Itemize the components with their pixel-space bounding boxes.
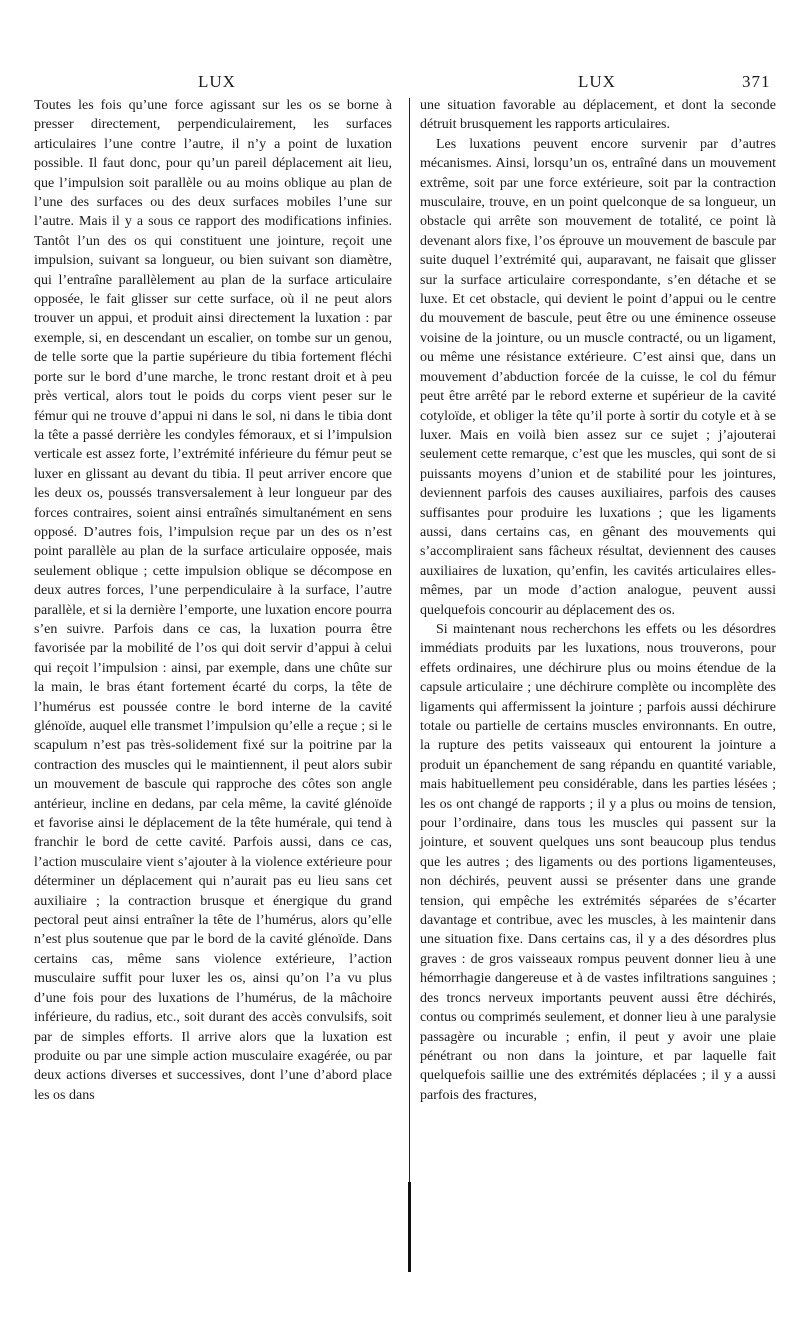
column-divider-bold bbox=[408, 1182, 411, 1272]
paragraph: une situation favorable au déplacement, et dont la seconde détruit brusquement les rapports articulaires. bbox=[420, 98, 776, 133]
left-column bbox=[34, 96, 392, 1105]
paragraph: Toutes les fois qu’une force agissant sur les os se borne à presser directement, perpendiculairement, les surfaces articulaires l’une contre l’autre, il n’y a point de luxation possible. Il faut donc, pour qu’un pareil déplacement ait lieu, que l’impulsion soit parallèle ou au moins oblique au plan de l’une des surfaces ou des deux surfaces mobiles l’une sur l’autre. Mais il y a sous ce rapport des modifications infinies. Tantôt l’un des os qui constituent une jointure, reçoit une impulsion, suivant sa longueur, ou bien suivant son diamètre, qui l’entraîne parallèlement au plan de la surface articulaire opposée, le fait glisser sur cette surface, où il ne peut alors trouver un appui, et produit ainsi directement la luxation : par exemple, si, en descendant un escalier, on tombe sur un genou, de telle sorte que la partie supérieure du tibia fortement fléchi porte sur le bord d’une marche, le tronc restant droit et à peu près vertical, alors tout le poids du corps vient peser sur le fémur qui ne trouve d’appui ni dans le sol, ni dans le tibia dont la tête a passé derrière les condyles fémoraux, et si l’impulsion verticale est assez forte, l’extrémité inférieure du fémur peut se luxer en glissant au devant du tibia. Il peut arriver encore que les deux os, poussés transversalement à leur longueur par des forces contraires, soient ainsi entraînés simultanément en sens opposé. D’autres fois, l’impulsion reçue par un des os n’est point parallèle au plan de la surface articulaire opposée, mais seulement oblique ; cette impulsion oblique se décompose en deux autres forces, l’une perpendiculaire à la surface, l’autre parallèle, et si la dernière l’emporte, une luxation encore pourra s’en suivre. Parfois dans ce cas, la luxation pourra être favorisée par la mobilité de l’os qui doit servir d’appui à celui qui reçoit l’impulsion : ainsi, par exemple, dans une chûte sur la main, le bras étant fortement écarté du corps, la tête de l’humérus est poussée contre le bord interne de la cavité glénoïde, auquel elle transmet l’impulsion qu’elle a reçue ; si le scapulum n’est pas très-solidement fixé sur la poitrine par la contraction des muscles qui le maintiennent, il peut alors subir un mouvement de bascule qui rapproche des côtes son angle antérieur, incline en dedans, par cela même, la cavité glénoïde et favorise ainsi le déplacement de la tête humérale, qui tend à franchir le bord de cette cavité. Parfois aussi, dans ce cas, l’action musculaire vient s’ajouter à la violence extérieure pour déterminer un déplacement qui n’aurait pas eu lieu sans cet auxiliaire ; la contraction brusque et énergique du grand pectoral peut ainsi entraîner la tête de l’humérus, alors qu’elle n’est plus soutenue que par le bord de la cavité glénoïde. Dans certains cas, même sans violence extérieure, l’action musculaire suffit pour luxer les os, ainsi qu’on l’a vu plus d’une fois pour des luxations de l’humérus, de la mâchoire inférieure, du radius, etc., soit durant des accès convulsifs, soit par de simples efforts. Il arrive alors que la luxation est produite ou par une simple action musculaire exagérée, ou par deux actions diverses et successives, dont l’une d’abord place les os dans bbox=[34, 98, 392, 1103]
paragraph: Si maintenant nous recherchons les effets ou les désordres immédiats produits par les luxations, nous trouverons, pour effets ordinaires, une déchirure plus ou moins étendue de la capsule articulaire ; une déchirure complète ou incomplète des ligaments qui affermissent la jointure ; parfois aussi déchirure totale ou partielle de certains muscles environnants. En outre, la rupture des petits vaisseaux qui entourent la jointure a produit un épanchement de sang répandu en quantité variable, mais habituellement peu considérable, dans les parties lésées ; les os ont changé de rapports ; il y a plus ou moins de tension, pour l’ordinaire, dans tous les muscles qui passent sur la jointure, et souvent quelques uns sont beaucoup plus tendus que les autres ; des ligaments ou des portions ligamenteuses, non déchirés, peuvent aussi se présenter dans une grande tension, qui empêche les extrémités séparées de s’écarter davantage et contribue, avec les muscles, à les maintenir dans une situation fixe. Dans certains cas, il y a des désordres plus graves : de gros vaisseaux rompus peuvent donner lieu à une hémorrhagie dangereuse et à de vastes infiltrations sanguines ; des troncs nerveux importants peuvent aussi être déchirés, contus ou comprimés seulement, et donner lieu à une paralysie passagère ou incurable ; enfin, il peut y avoir une plaie pénétrant ou non dans la jointure, et par laquelle fait quelquefois saillie une des extrémités déplacées ; il y a aussi parfois des fractures, bbox=[420, 621, 776, 1103]
paragraph: Les luxations peuvent encore survenir par d’autres mécanismes. Ainsi, lorsqu’un os, entraîné dans un mouvement extrême, soit par une force extérieure, soit par la contraction musculaire, trouve, en un point quelconque de sa longueur, un obstacle qui arrête son mouvement de totalité, ce point là devenant alors fixe, l’os éprouve un mouvement de bascule par suite duquel l’extrémité qui, auparavant, ne faisait que glisser sur la surface articulaire correspondante, s’en détache et se luxe. Et cet obstacle, qui devient le point d’appui ou le centre du mouvement de bascule, peut être ou une éminence osseuse voisine de la jointure, ou un muscle contracté, ou un ligament, ou même une résistance extérieure. C’est ainsi que, dans un mouvement d’abduction forcée de la cuisse, le col du fémur peut être arrêté par le rebord externe et supérieur de la cavité cotyloïde, et obliger la tête qu’il porte à sortir du cotyle et à se luxer. Mais en voilà bien assez sur ce sujet ; j’ajouterai seulement cette remarque, c’est que les muscles, qui sont de si puissants moyens d’union et de stabilité pour les jointures, deviennent parfois des causes auxiliaires, parfois des causes suffisantes pour produire les luxations ; que les ligaments aussi, dans certains cas, en gênant des mouvements qui s’accompliraient sans fâcheux résultat, deviennent des causes auxiliaires de luxation, qu’enfin, les cavités articulaires elles-mêmes, par un mode d’action analogue, peuvent aussi quelquefois concourir au déplacement des os. bbox=[420, 136, 776, 618]
column-divider bbox=[409, 98, 410, 1270]
right-column bbox=[420, 96, 776, 1105]
running-head-right: LUX bbox=[578, 72, 616, 91]
page-number: 371 bbox=[742, 72, 771, 91]
running-head-left: LUX bbox=[198, 72, 236, 91]
